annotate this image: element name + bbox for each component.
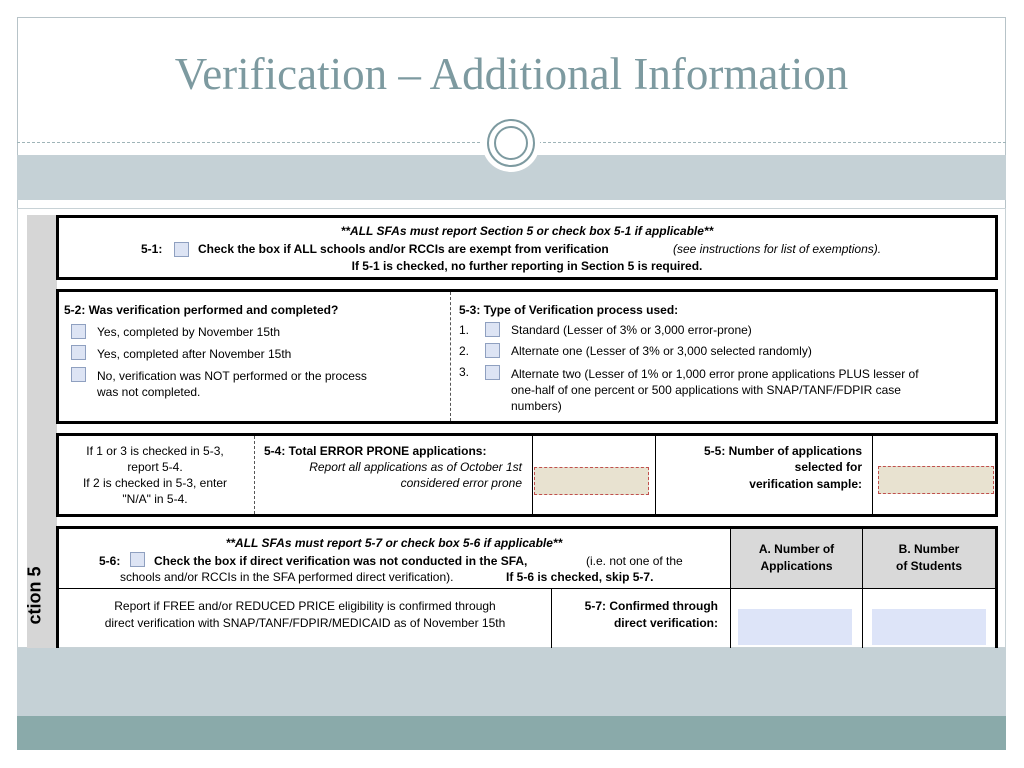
q53-label: 5-3: Type of Verification process used: [459,303,679,317]
checkbox-5-6[interactable] [130,552,145,567]
box1-skip-note: If 5-1 is checked, no further reporting in Section 5 is required. [351,259,703,273]
q53-option-2: Alternate one (Lesser of 3% or 3,000 selected randomly) [511,344,812,358]
q53-num-2: 2. [459,344,470,358]
checkbox-52-no[interactable] [71,367,86,382]
q52-label: 5-2: Was verification performed and completed? [64,303,339,317]
title-divider-left [17,142,485,143]
box3-divider-2 [532,436,533,514]
slide-title: Verification – Additional Information [174,49,849,99]
q53-option-3-cont1: one-half of one percent or 500 applications with SNAP/TANF/FDPIR case [511,383,901,397]
box4-divider-3 [551,589,552,653]
box4-row-divider [59,588,995,589]
checkbox-53-alternate-one[interactable] [485,343,500,358]
q55-label-1: 5-5: Number of applications [703,444,862,458]
col-b-header-2: of Students [896,559,962,573]
ring-ornament-inner-circle [494,126,528,160]
checkbox-53-alternate-two[interactable] [485,365,500,380]
q54-sub-2: considered error prone [400,476,522,490]
box3-divider-1 [254,436,255,514]
box4-skip-note: If 5-6 is checked, skip 5-7. [506,570,654,584]
q55-input[interactable] [878,466,994,494]
q52-option-2: Yes, completed after November 15th [97,347,292,361]
col-a-header-1: A. Number of [758,542,835,556]
report-line-1: Report if FREE and/or REDUCED PRICE eligibility is confirmed through [114,599,496,613]
q53-option-3-cont2: numbers) [511,399,562,413]
q52-option-3: No, verification was NOT performed or the process [97,369,367,383]
box3-instr-4: "N/A" in 5-4. [122,492,188,506]
q55-label-3: verification sample: [749,477,862,491]
checkbox-52-yes-after-nov15[interactable] [71,345,86,360]
q54-sub-1: Report all applications as of October 1st [309,460,522,474]
q52-option-3-cont: was not completed. [97,385,201,399]
box3-divider-4 [872,436,873,514]
q57-label-1: 5-7: Confirmed through [584,599,718,613]
box4-number: 5-6: [99,554,121,568]
box1-header: **ALL SFAs must report Section 5 or check box 5-1 if applicable** [340,224,714,238]
box4-header: **ALL SFAs must report 5-7 or check box 5-6 if applicable** [225,536,563,550]
box4-line3: schools and/or RCCIs in the SFA performed direct verification). [120,570,454,584]
checkbox-53-standard[interactable] [485,322,500,337]
bottom-band-dark [17,716,1006,750]
report-line-2: direct verification with SNAP/TANF/FDPIR/MEDICAID as of November 15th [104,616,506,630]
col-a-header-2: Applications [760,559,833,573]
box3-instr-2: report 5-4. [127,460,183,474]
box2-divider [450,292,451,421]
checkbox-52-yes-by-nov15[interactable] [71,324,86,339]
box1-number: 5-1: [141,242,163,256]
section-sidebar-label: ction 5 [24,566,45,625]
q53-num-3: 3. [459,365,470,379]
box3-divider-3 [655,436,656,514]
q57-students-input[interactable] [872,609,986,645]
box3-instr-1: If 1 or 3 is checked in 5-3, [86,444,224,458]
box3-instr-3: If 2 is checked in 5-3, enter [82,476,228,490]
q54-label: 5-4: Total ERROR PRONE applications: [264,444,487,458]
box4-statement: Check the box if direct verification was not conducted in the SFA, [154,554,528,568]
box1-statement: Check the box if ALL schools and/or RCCIs are exempt from verification [198,242,609,256]
title-divider-right [538,142,1006,143]
q55-label-2: selected for [794,460,862,474]
box1-note: (see instructions for list of exemptions). [673,242,882,256]
q54-input[interactable] [534,467,649,495]
bottom-band [17,648,1006,716]
q53-option-3: Alternate two (Lesser of 1% or 1,000 error prone applications PLUS lesser of [511,367,919,381]
q53-num-1: 1. [459,323,470,337]
q57-applications-input[interactable] [738,609,852,645]
box4-statement-cont: (i.e. not one of the [586,554,683,568]
q53-option-1: Standard (Lesser of 3% or 3,000 error-prone) [511,323,752,337]
q52-option-1: Yes, completed by November 15th [97,325,280,339]
q57-label-2: direct verification: [613,616,718,630]
col-b-header-1: B. Number [898,542,960,556]
checkbox-5-1[interactable] [174,242,189,257]
